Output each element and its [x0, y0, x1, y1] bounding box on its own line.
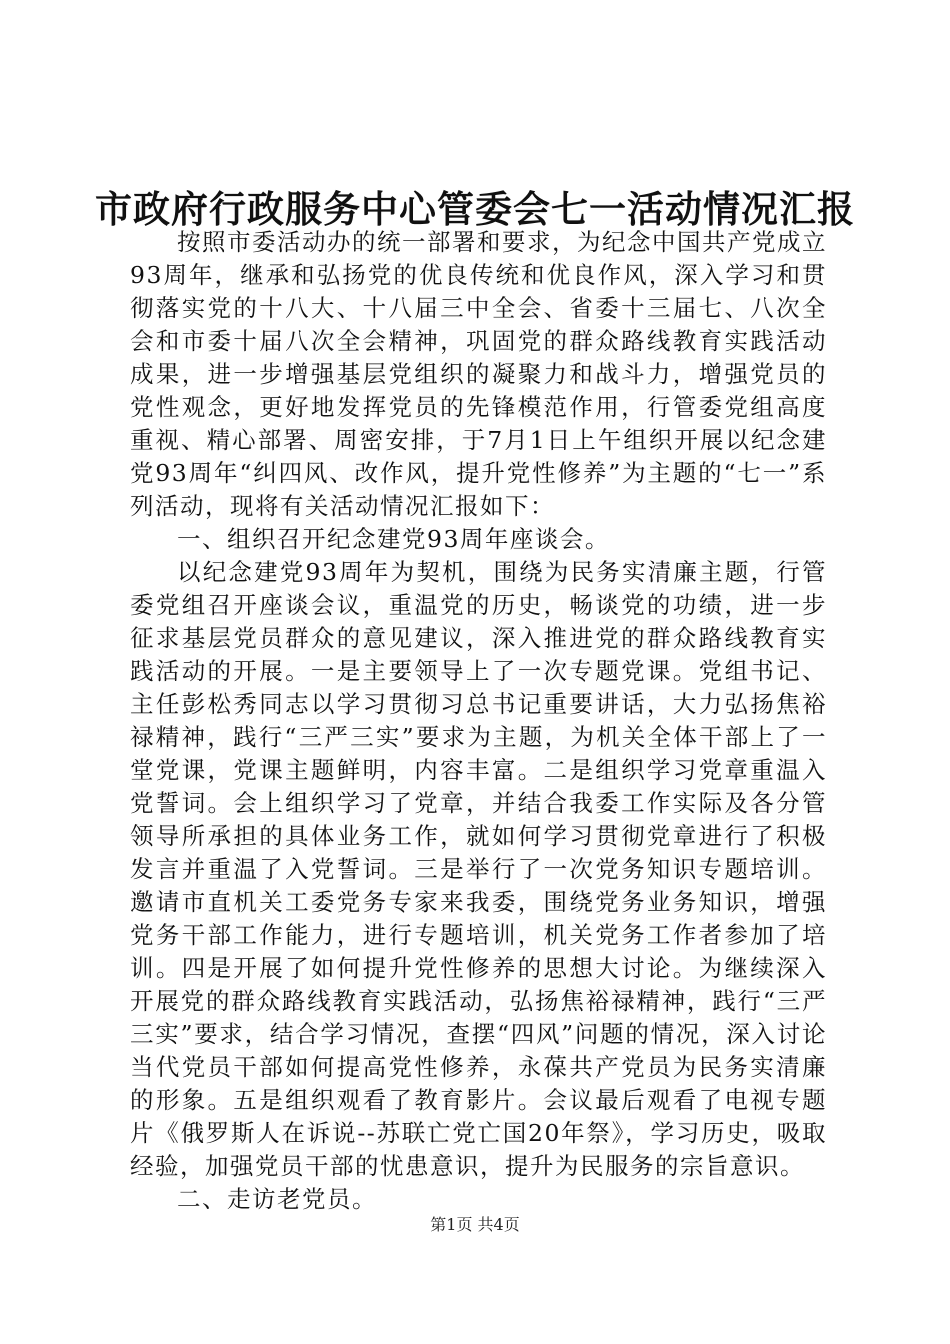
document-title: 市政府行政服务中心管委会七一活动情况汇报 [95, 187, 855, 231]
paragraph-section-1: 以纪念建党93周年为契机，围绕为民务实清廉主题，行管委党组召开座谈会议，重温党的历史，畅谈党的功绩，进一步征求基层党员群众的意见建议，深入推进党的群众路线教育实践活动的开展。一是主要领导上了一次专题党课。党组书记、主任彭松秀同志以学习贯彻习总书记重要讲话，大力弘扬焦裕禄精神，践行“三严三实”要求为主题，为机关全体干部上了一堂党课，党课主题鲜明，内容丰富。二是组织学习党章重温入党誓词。会上组织学习了党章，并结合我委工作实际及各分管领导所承担的具体业务工作，就如何学习贯彻党章进行了积极发言并重温了入党誓词。三是举行了一次党务知识专题培训。邀请市直机关工委党务专家来我委，围绕党务业务知识，增强党务干部工作能力，进行专题培训，机关党务工作者参加了培训。四是开展了如何提升党性修养的思想大讨论。为继续深入开展党的群众路线教育实践活动，弘扬焦裕禄精神，践行“三严三实”要求，结合学习情况，查摆“四风”问题的情况，深入讨论当代党员干部如何提高党性修养，永葆共产党员为民务实清廉的形象。五是组织观看了教育影片。会议最后观看了电视专题片《俄罗斯人在诉说--苏联亡党亡国20年祭》，学习历史，吸取经验，加强党员干部的忧患意识，提升为民服务的宗旨意识。 [130, 558, 827, 1180]
page-number-footer: 第1页 共4页 [430, 1215, 520, 1234]
section-heading-1: 一、组织召开纪念建党93周年座谈会。 [177, 525, 610, 553]
document-body [130, 226, 827, 1216]
section-heading-2: 二、走访老党员。 [177, 1185, 377, 1213]
paragraph-intro: 按照市委活动办的统一部署和要求，为纪念中国共产党成立93周年，继承和弘扬党的优良传统和优良作风，深入学习和贯彻落实党的十八大、十八届三中全会、省委十三届七、八次全会和市委十届八次全会精神，巩固党的群众路线教育实践活动成果，进一步增强基层党组织的凝聚力和战斗力，增强党员的党性观念，更好地发挥党员的先锋模范作用，行管委党组高度重视、精心部署、周密安排，于7月1日上午组织开展以纪念建党93周年“纠四风、改作风，提升党性修养”为主题的“七一”系列活动，现将有关活动情况汇报如下： [130, 228, 827, 520]
